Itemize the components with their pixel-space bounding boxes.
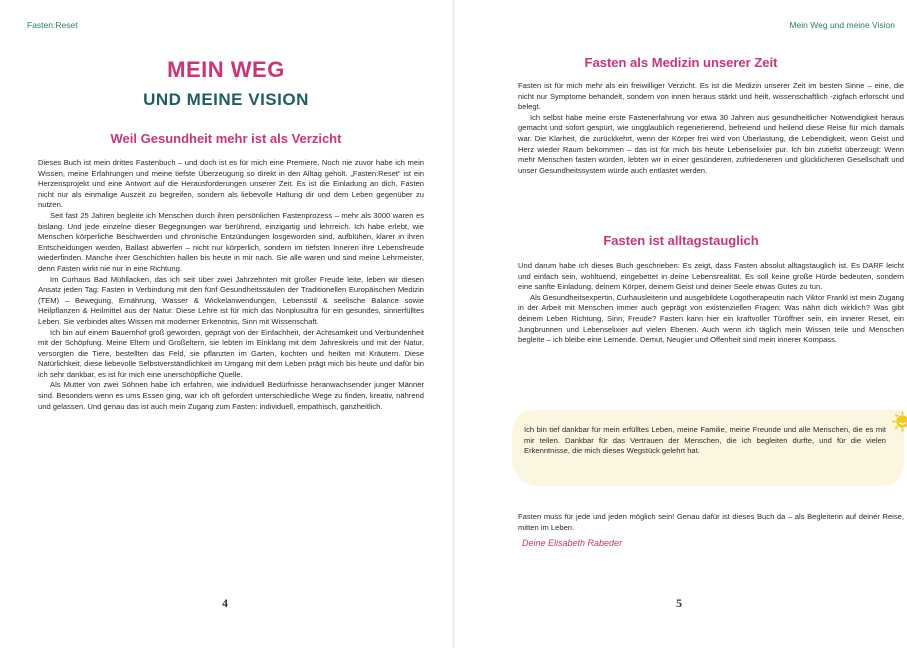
paragraph: Seit fast 25 Jahren begleite ich Menschen durch ihren persönlichen Fastenprozess – mehr als 3000 waren es bislang. Und jede einzelne dieser Begegnungen war berührend, einzigartig und lehrreich. Ich habe erlebt, wie Menschen körperliche Beschwerden und chronische Entzündungen losgeworden sind, aufblühen, klarer in ihren Entscheidungen werden, Ballast abwerfen – nicht nur körperlich, sondern im tiefsten Inneren ihre Lebensfreude wiederfinden. Manche ihrer Geschichten hallen bis heute in mir nach. Sie alle waren und sind meine Lehrmeister, denn Fasten wirkt nie nur in eine Richtung. <box>38 210 424 273</box>
section1-title: Fasten als Medizin unserer Zeit <box>584 55 778 70</box>
paragraph: Und darum habe ich dieses Buch geschrieben: Es zeigt, dass Fasten absolut alltagstauglich ist. Es DARF leicht und einfach sein, wohltuend, eingebettet in deine Lebensrealität. Es soll keine große Hürde bedeuten, sondern eine sanfte Einladung, deinem Körper, deinem Geist und deiner Seele etwas Gutes zu tun. <box>518 261 904 292</box>
paragraph: Dieses Buch ist mein drittes Fastenbuch – und doch ist es für mich eine Premiere. Noch nie zuvor habe ich mein Wissen, meine Erfahrungen und meine tiefste Überzeugung so direkt in den Alltag geholt. „Fasten:Reset“ ist ein Herzensprojekt und eine Antwort auf die Herausforderungen unserer Zeit. Es ist die Einladung an dich, Fasten nicht nur als einmalige Auszeit zu begreifen, sondern als liebevolle Haltung dir und dem Leben gegenüber zu nutzen. <box>38 158 424 210</box>
subtitle: Weil Gesundheit mehr ist als Verzicht <box>110 131 342 146</box>
running-head-left: Fasten:Reset <box>27 20 78 30</box>
chapter-title-line1: MEIN WEG <box>167 57 285 82</box>
gratitude-text: Ich bin tief dankbar für mein erfülltes Leben, meine Familie, meine Freunde und alle Menschen, die es mit mir teilen. Dankbar für das Vertrauen der Menschen, die ich begleiten durfte, und für die vielen Erkenntnisse, die mich dieses Wegstück gelehrt hat. <box>524 425 886 456</box>
section2-body <box>518 261 904 346</box>
left-body-text <box>38 158 424 412</box>
closing-text: Fasten muss für jede und jeden möglich sein! Genau dafür ist dieses Buch da – als Begleiterin auf deiner Reise, mitten im Leben. <box>518 512 904 532</box>
chapter-title-line2: UND MEINE VISION <box>143 90 309 109</box>
paragraph: Ich bin auf einem Bauernhof groß geworden, geprägt von der Einfachheit, der Achtsamkeit und Verbundenheit mit der Schöpfung. Meine Eltern und Großeltern, sie lebten im Einklang mit dem Jahreskreis und mit der Natur, versorgten die Tiere, bestellten das Feld, sie pflanzten im Garten, kochten und heilten mit Kräutern. Diese Natürlichkeit, diese liebevolle Selbstverständlichkeit im Umgang mit dem Leben prägt mich bis heute und dafür bin ich sehr dankbar, es ist für mich eine unerschöpfliche Quelle. <box>38 327 424 379</box>
paragraph: Ich selbst habe meine erste Fastenerfahrung vor etwa 30 Jahren aus gesundheitlicher Notwendigkeit heraus gemacht und sofort gespürt, wie ungglaublich regenerierend, befreiend und heilend diese Reise für mich damals war. Die Klarheit, die zurückkehrt, wenn der Körper frei wird von Überlastung, die Lebendigkeit, wenn Geist und Herz wieder Raum bekommen – das ist für mich bis heute Lebenselixier pur. Ich bin zutiefst überzeugt: Wenn mehr Menschen fasten würden, lebten wir in einer gesünderen, zufriedeneren und glücklicheren Gesellschaft und unser Gesundheitssystem würde auch entlastet werden. <box>518 112 904 175</box>
right-page <box>455 0 907 648</box>
page-number-left: 4 <box>222 596 228 610</box>
gratitude-box <box>512 410 904 486</box>
paragraph: Als Gesundheitsexpertin, Curhausleiterin und ausgebildete Logotherapeutin nach Viktor Frankl ist mein Zugang in der Arbeit mit Menschen immer auch geprägt von existenziellen Fragen: Was nährt dich wirklich? Was gibt deinem Leben Richtung, Sinn, Freude? Fasten kann hier ein kraftvoller Türöffner sein, ein innerer Reset, ein Jungbrunnen und Lebenselixier auf vielen Ebenen. Auch wenn ich täglich mein Wissen teile und Menschen begleite – ich bleibe eine Lernende. Demut, Neugier und Offenheit sind mein innerer Kompass. <box>518 292 904 345</box>
running-head-right: Mein Weg und meine Vision <box>789 20 895 30</box>
paragraph: Fasten ist für mich mehr als ein freiwilliger Verzicht. Es ist die Medizin unserer Zeit im besten Sinne – eine, die nicht nur Symptome behandelt, sondern von innen heraus stärkt und heilt, wissenschaftlich -zigfach erforscht und belegt. <box>518 81 904 112</box>
left-page <box>0 0 452 648</box>
paragraph: Als Mutter von zwei Söhnen habe ich erfahren, wie individuell Bedürfnisse heranwachsender junger Männer sind. Besonders wenn es ums Essen ging, war ich oft gefordert unterschiedliche Wege zu finden, kreativ, nährend und gelassen. Und genau das ist auch mein Zugang zum Fasten: individuell, empathisch, ganzheitlich. <box>38 380 424 411</box>
section2-title: Fasten ist alltagstauglich <box>603 233 759 248</box>
paragraph: Im Curhaus Bad Mühllacken, das ich seit über zwei Jahrzehnten mit großer Freude leite, leben wir diesen Ansatz jeden Tag: Fasten in Verbindung mit den fünf Gesundheitssäulen der Traditionellen Europäischen Medizin (TEM) – Bewegung, Ernährung, Wasser & Wickelanwendungen, Lebensstil & seelische Balance sowie Heilpflanzen & Heilmittel aus der Natur. Diese Lehre ist für mich das Nonplusultra für ein gesundes, sinnerfülltes Leben. Sie verbindet altes Wissen mit moderner Erkenntnis, Sinn mit Wissenschaft. <box>38 274 424 326</box>
page-number-right: 5 <box>676 596 682 610</box>
section1-body <box>518 81 904 176</box>
sun-icon <box>891 410 907 433</box>
signature: Deine Elisabeth Rabeder <box>522 538 623 548</box>
